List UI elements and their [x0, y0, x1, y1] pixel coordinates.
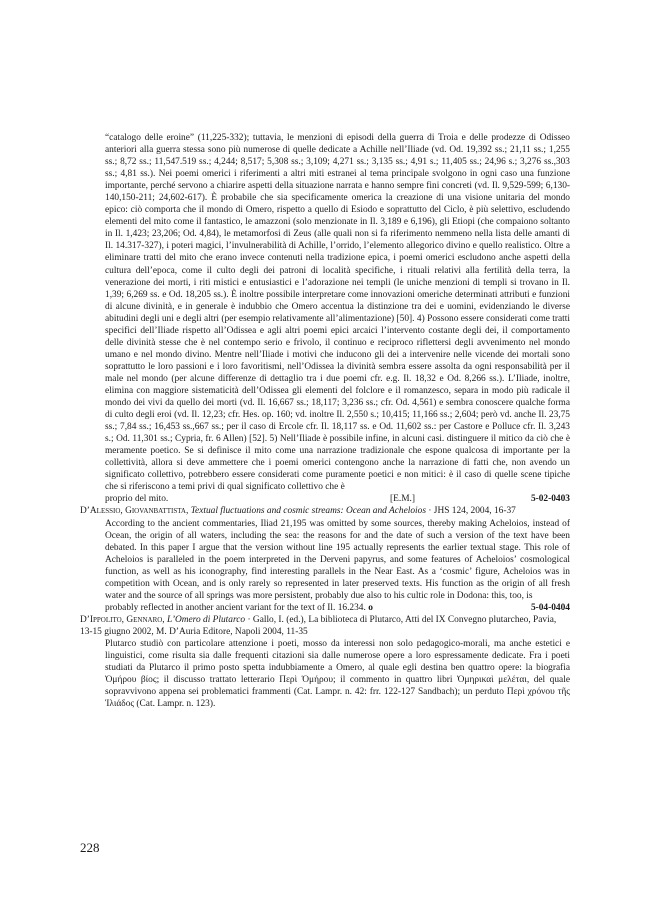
entry-journal: · Gallo, I. (ed.), La biblioteca di Plutarco, Atti del IX Convegno plutarcheo, Pavia, 13-15 giugno 2002, M. D’Auria Editore, Napoli 2004, 11-35	[80, 614, 557, 637]
entry-signoff	[105, 493, 570, 505]
entry-continuation-text: “catalogo delle eroine” (11,225-332); tuttavia, le menzioni di episodi della guerra di Troia e delle prodezze di Odisseo anteriori alla guerra stessa sono più numerose di quelle dedicate a Achille nell’Iliade (vd. Od. 19,392 ss.; 21,11 ss.; 1,255 ss.; 8,72 ss.; 11,547.519 ss.; 4,244; 8,517; 5,308 ss.; 3,109; 4,271 ss.; 3,135 ss.; 4,91 s.; 11,405 ss.; 24,96 s.; 3,276 ss.,303 ss.; 4,81 ss.). Nei poemi omerici i riferimenti a altri miti estranei al tema principale svolgono in ogni caso una funzione importante, perché servono a chiarire aspetti della situazione narrata e hanno sempre fini concreti (vd. Il. 9,529-599; 6,130-140,150-211; 24,602-617). È probabile che sia specificamente omerica la creazione di una visione unitaria del mondo epico: ciò comporta che il mondo di Omero, rispetto a quello di Esiodo e soprattutto del Ciclo, è più selettivo, escludendo elementi del mito come il fantastico, le amazzoni (solo menzionate in Il. 3,189 e 6,196), gli Etiopi (che compaiono soltanto in Il. 1,423; 23,206; Od. 4,84), le metamorfosi di Zeus (alle quali non si fa riferimento nemmeno nella lista delle amanti di Il. 14.317-327), i poteri magici, l’invulnerabilità di Achille, l’orrido, l’elemento allegorico divino e quello realistico. Oltre a eliminare tratti del mito che erano invece contenuti nella tradizione epica, i poemi omerici escludono anche aspetti della cultura dell’epoca, come il culto degli dei patroni di località specifiche, i rituali relativi alla fertilità della terra, la venerazione dei morti, i riti mistici e entusiastici e l’adorazione nei templi (le uniche menzioni di templi si trovano in Il. 1,39; 6,269 ss. e Od. 18,205 ss.). È inoltre possibile interpretare come innovazioni omeriche determinati attributi e funzioni di alcune divinità, e in generale è indubbio che Omero accentua la distinzione tra dei e uomini, evidenziando le diverse abitudini degli uni e degli altri (per esempio relativamente all’alimentazione) [50]. 4) Possono essere considerati come tratti specifici dell’Iliade rispetto all’Odissea e agli altri poemi epici arcaici l’intervento costante degli dei, il comportamento delle divinità stesse che è nel contempo serio e frivolo, il continuo e reciproco riflettersi degli avvenimento nel mondo umano e nel mondo divino. Mentre nell’Iliade i motivi che inducono gli dei a intervenire nelle vicende dei mortali sono soprattutto le loro passioni e i loro favoritismi, nell’Odissea la divinità sembra essere assolta da ogni responsabilità per il male nel mondo (per alcune differenze di dettaglio tra i due poemi cfr. e.g. Il. 18,32 e Od. 8,266 ss.). L’Iliade, inoltre, elimina con maggiore sistematicità dell’Odissea gli elementi del folclore e il romanzesco, separa in modo più radicale il mondo dei vivi da quello dei morti (vd. Il. 16,667 ss.; 18,117; 3,236 ss.; cfr. Od. 4,561) e sembra conoscere qualche forma di culto degli eroi (vd. Il. 12,23; cfr. Hes. op. 160; vd. inoltre Il. 2,550 s.; 10,415; 11,166 ss.; 2,604; però vd. anche Il. 23,75 ss.; 7,84 ss.; 16,453 ss.,667 ss.; per il caso di Ercole cfr. Il. 18,117 ss. e Od. 11,602 ss.: per Castore e Polluce cfr. Il. 3,243 s.; Od. 11,301 ss.; Cypria, fr. 6 Allen) [52]. 5) Nell’Iliade è possibile infine, in alcuni casi. distinguere il mitico da ciò che è meramente poetico. Se si definisce il mito come una narrazione tradizionale che espone qualcosa di importante per la collettività, allora si deve ammettere che i poemi omerici contengono anche la narrazione di fatti che, non avendo un significato collettivo, potrebbero essere considerati come puramente poetici e non mitici: è il caso di quelle scene tipiche che si riferiscono a temi privi di qual significato collettivo che è	[105, 133, 570, 493]
bibliography-page	[80, 132, 570, 710]
page-number: 228	[80, 840, 100, 855]
entry-heading	[80, 614, 570, 638]
entry-author: D’Ippolito, Gennaro,	[80, 614, 165, 625]
entry-tail-text: proprio del mito.	[105, 494, 169, 505]
entry-title: L’Omero di Plutarco	[166, 614, 246, 625]
entry-abstract: According to the ancient commentaries, Iliad 21,195 was omitted by some sources, thereby making Acheloios, instead of Ocean, the origin of all waters, including the sea: the reasons for and the date of such a version of the text have been debated. In this paper I argue that the version without line 195 actually represents the earlier textual stage. This role of Acheloios is paralleled in the poem interpreted in the Derveni papyrus, and some features of Acheloios’ cosmological function, as well as his iconography, find interesting parallels in the Near East. As a ‘cosmic’ figure, Acheloios was in competition with Ocean, and is only rarely so represented in later preserved texts. His function as the origin of all fresh water and the source of all springs was more persistent, probably due also to his cultic role in Dodona: this, too, is	[105, 518, 570, 601]
entry-author: D’Alessio, Giovanbattista,	[80, 506, 189, 517]
entry-code: 5-02-0403	[530, 494, 570, 505]
entry-journal: · JHS 124, 2004, 16-37	[428, 506, 516, 517]
entry-code: 5-04-0404	[530, 602, 570, 613]
entry-title: Textual fluctuations and cosmic streams: Ocean and Acheloios	[190, 506, 426, 517]
entry-tail	[105, 602, 570, 614]
entry-tail-mark: o	[368, 602, 373, 613]
entry-author-tag: [E.M.]	[390, 494, 415, 505]
entry-tail-text: probably reflected in another ancient variant for the text of Il. 16.234. o	[105, 602, 373, 613]
entry-heading	[80, 505, 570, 517]
entry-abstract: Plutarco studiò con particolare attenzione i poeti, mosso da interessi non solo pedagogico-morali, ma anche estetici e linguistici, come risulta sia dalle frequenti citazioni sia dalle numerose opere a loro espressamente dedicate. Fra i poeti studiati da Plutarco il primo posto spetta indubbiamente a Omero, al quale egli destina ben quattro opere: la biografia Ὁμήρου βίος; il discusso trattato letterario Περὶ Ὁμήρου; il commento in quattro libri Ὁμηρικαὶ μελέται, del quale sopravvivono appena sei problematici frammenti (Cat. Lampr. n. 42: frr. 122-127 Sandbach); un perduto Περὶ χρόνου τῆς Ἰλιάδος (Cat. Lampr. n. 123).	[105, 638, 570, 710]
